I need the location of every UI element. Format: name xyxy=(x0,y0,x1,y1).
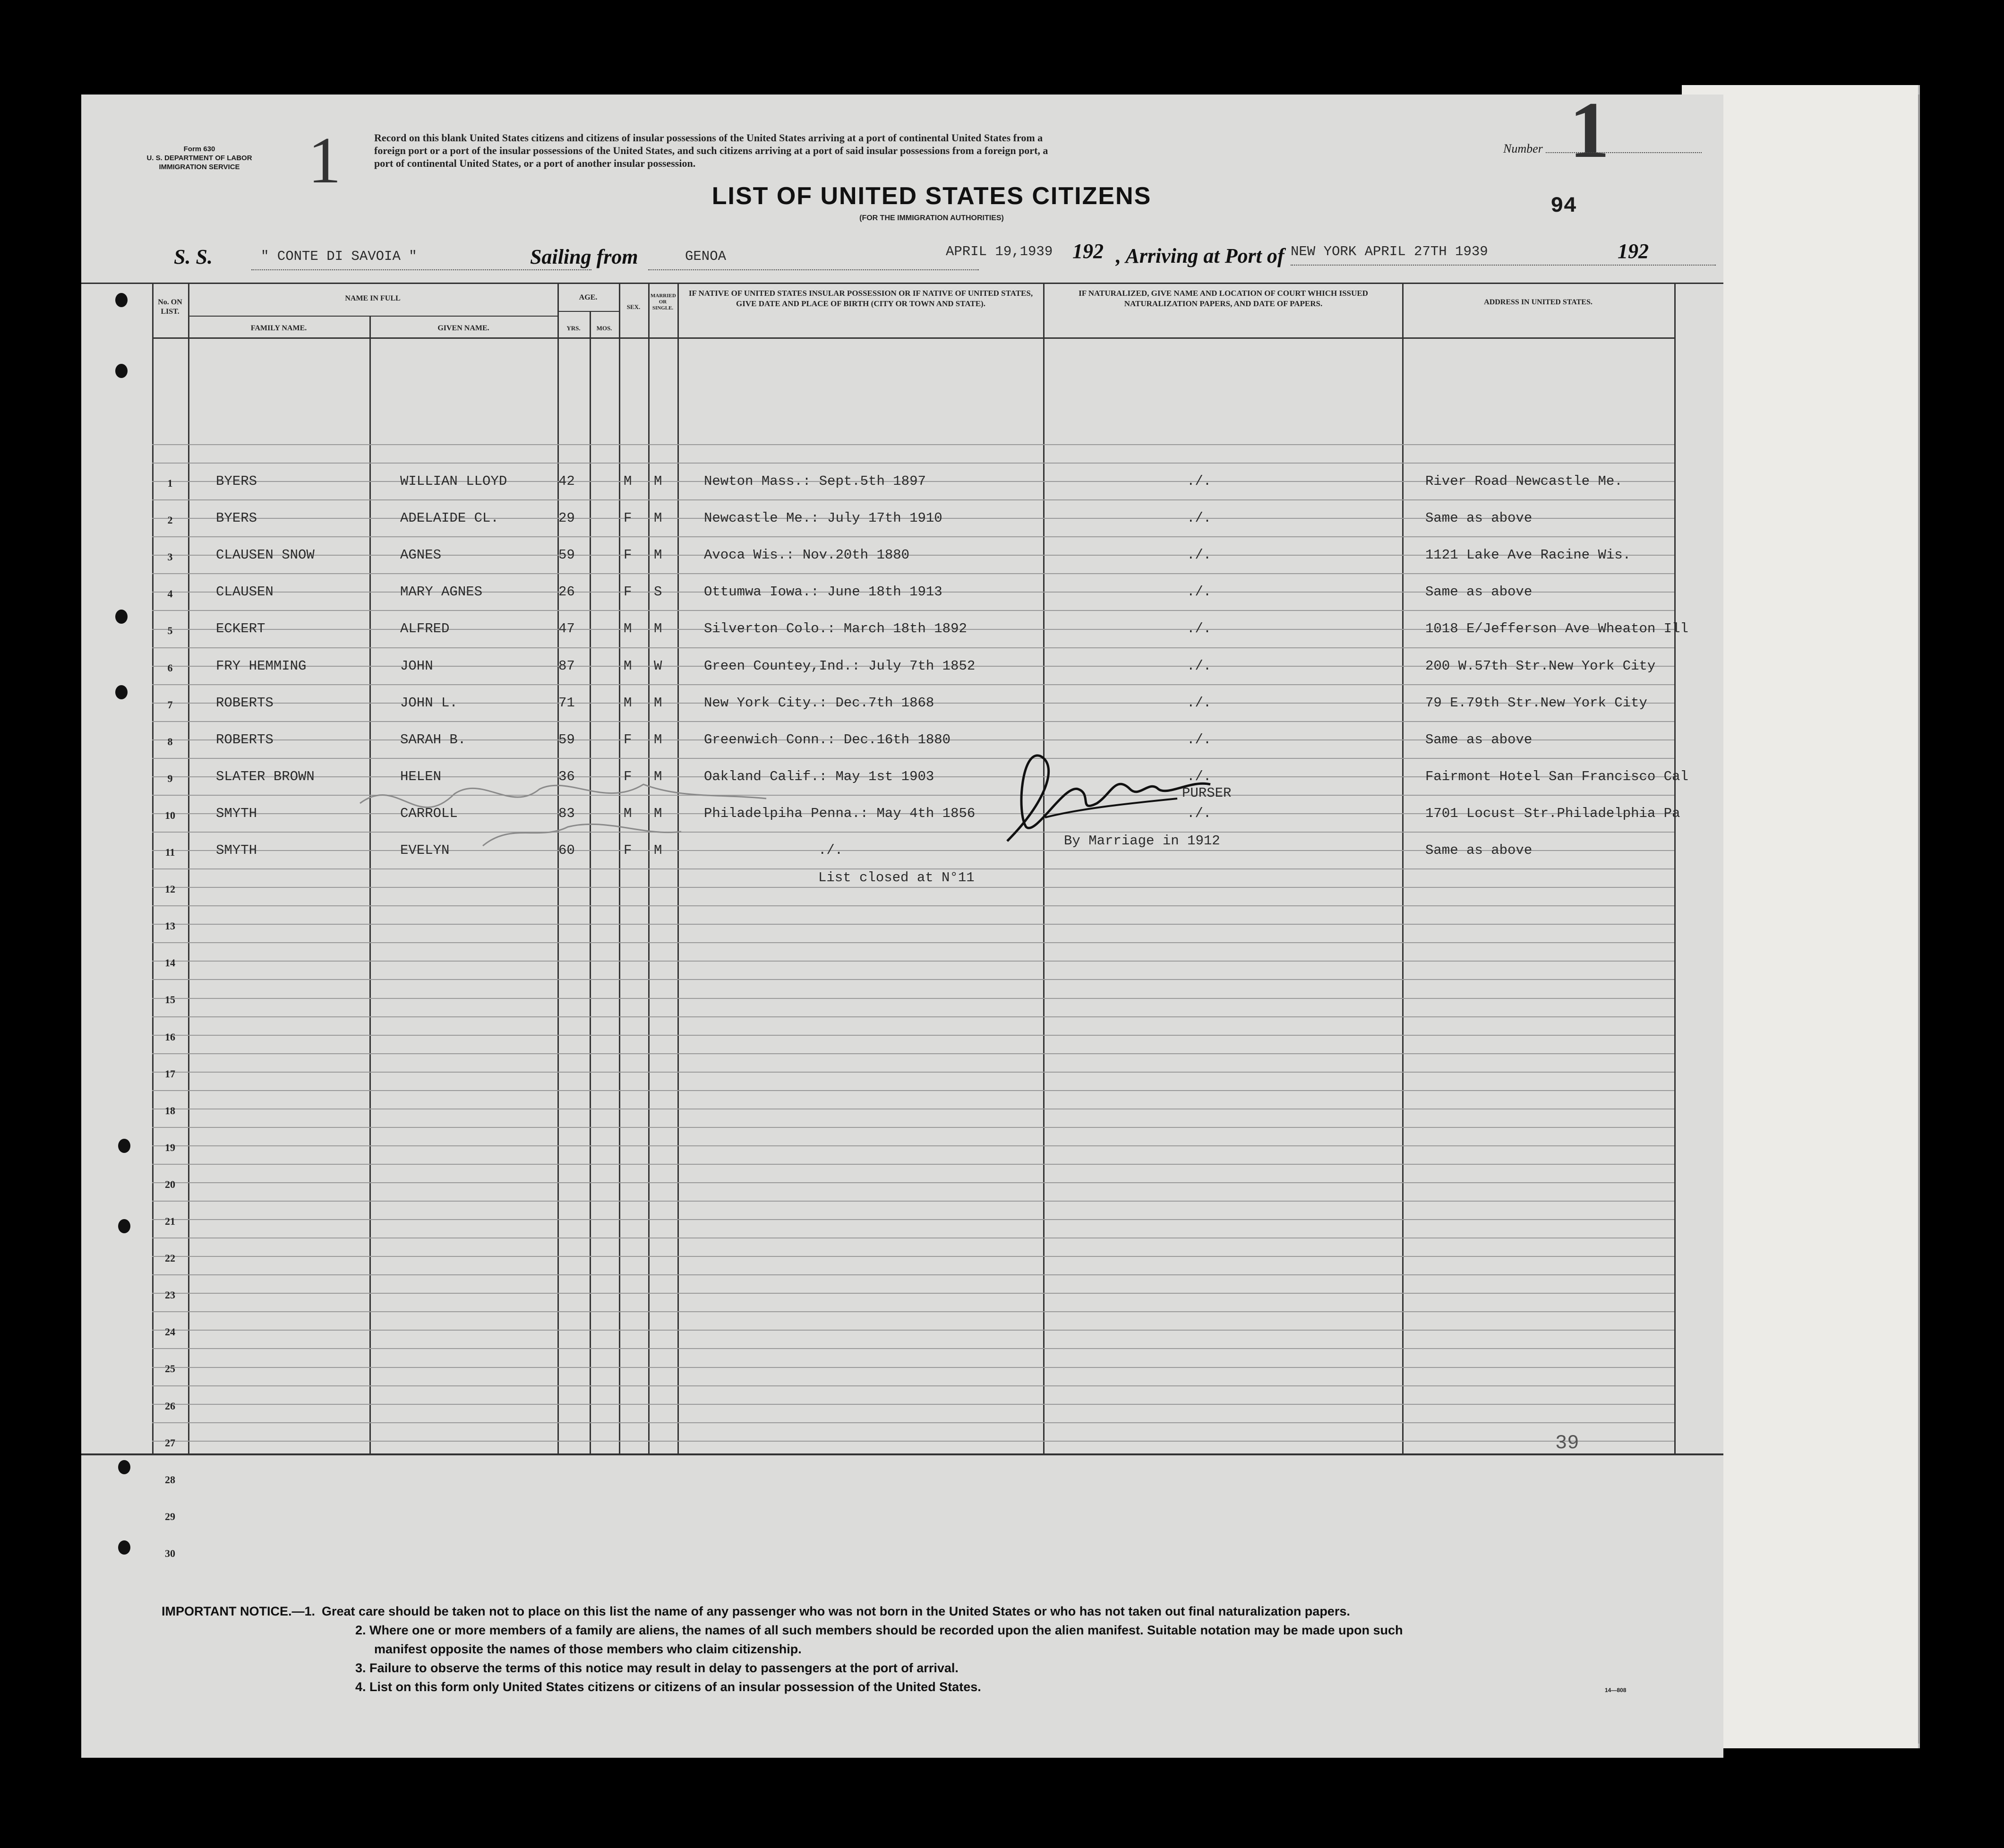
ss-label: S. S. xyxy=(174,245,213,268)
sex-cell: M xyxy=(624,805,632,821)
header-rule xyxy=(188,316,557,317)
row-number: 9 xyxy=(167,772,173,784)
birth-cell: Greenwich Conn.: Dec.16th 1880 xyxy=(704,731,951,748)
ruled-line xyxy=(152,463,1674,464)
punch-hole xyxy=(115,610,128,624)
col-rule xyxy=(369,317,371,1454)
family-name-cell: ROBERTS xyxy=(216,731,274,748)
birth-cell: Ottumwa Iowa.: June 18th 1913 xyxy=(704,584,942,600)
row-number: 10 xyxy=(165,809,175,821)
row-number: 21 xyxy=(165,1215,175,1227)
age-cell: 29 xyxy=(558,510,575,526)
naturalization-cell: ./. xyxy=(1187,621,1212,637)
ruled-line xyxy=(152,1182,1674,1183)
sex-cell: M xyxy=(624,621,632,637)
row-number: 25 xyxy=(165,1363,175,1375)
marital-status-cell: M xyxy=(654,510,662,526)
punch-hole xyxy=(115,364,128,378)
big-number-left: 1 xyxy=(308,124,341,197)
marital-status-cell: M xyxy=(654,473,662,489)
age-cell: 26 xyxy=(558,584,575,600)
page-stamp: 94 xyxy=(1550,194,1577,218)
age-cell: 36 xyxy=(558,768,575,784)
col-no-on-list: No. ON LIST. xyxy=(158,298,182,316)
ruled-line xyxy=(152,868,1674,869)
table-bottom-rule xyxy=(81,1453,1723,1455)
given-name-cell: JOHN L. xyxy=(400,695,458,711)
ruled-line xyxy=(152,444,1674,445)
row-number: 17 xyxy=(165,1067,175,1080)
ruled-line xyxy=(152,979,1674,980)
ruled-line xyxy=(152,1293,1674,1294)
family-name-cell: FRY HEMMING xyxy=(216,658,307,674)
given-name-cell: HELEN xyxy=(400,768,442,784)
col-yrs: YRS. xyxy=(566,325,581,332)
ruled-line xyxy=(152,1164,1674,1165)
row-number: 11 xyxy=(165,846,175,858)
marital-status-cell: W xyxy=(654,658,662,674)
naturalization-cell: ./. xyxy=(1187,805,1212,821)
row-number: 19 xyxy=(165,1141,175,1153)
family-name-cell: SMYTH xyxy=(216,842,257,858)
ruled-line xyxy=(152,942,1674,943)
row-number: 2 xyxy=(167,514,173,526)
ruled-line xyxy=(152,1441,1674,1442)
address-cell: 1121 Lake Ave Racine Wis. xyxy=(1425,547,1631,563)
record-line-1: Record on this blank United States citizens and citizens of insular possessions of the United States arriving at a port of continental United States from a xyxy=(374,132,1043,144)
marital-status-cell: M xyxy=(654,547,662,563)
given-name-cell: AGNES xyxy=(400,547,442,563)
ruled-line xyxy=(152,610,1674,611)
naturalization-cell: List closed at N°11 xyxy=(818,870,975,886)
given-name-cell: CARROLL xyxy=(400,805,458,821)
age-cell: 87 xyxy=(558,658,575,674)
row-number: 7 xyxy=(167,698,173,711)
ruled-line xyxy=(152,1256,1674,1257)
ruled-line xyxy=(152,1127,1674,1128)
important-notice xyxy=(162,1602,1711,1696)
col-rule xyxy=(1674,283,1676,1454)
birth-cell: Newcastle Me.: July 17th 1910 xyxy=(704,510,942,526)
ruled-line xyxy=(152,1311,1674,1312)
ruled-line xyxy=(152,499,1674,500)
ruled-line xyxy=(152,905,1674,906)
given-name-cell: ADELAIDE CL. xyxy=(400,510,499,526)
notice-item-2a: 2. Where one or more members of a family are aliens, the names of all such members should be recorded upon the alien manifest. Suitable notation may be made upon such xyxy=(355,1623,1403,1637)
page-number: 39 xyxy=(1555,1432,1579,1454)
marital-status-cell: M xyxy=(654,621,662,637)
sailing-underline xyxy=(648,269,979,270)
sex-cell: M xyxy=(624,695,632,711)
ruled-line xyxy=(152,1035,1674,1036)
notice-item-3: 3. Failure to observe the terms of this notice may result in delay to passengers at the port of arrival. xyxy=(355,1661,959,1675)
given-name-cell: JOHN xyxy=(400,658,433,674)
naturalization-cell: ./. xyxy=(1187,658,1212,674)
address-cell: Same as above xyxy=(1425,584,1533,600)
notice-item-1: Great care should be taken not to place on this list the name of any passenger who was not born in the United States or who has not taken out final naturalization papers. xyxy=(322,1604,1350,1618)
col-family-name: FAMILY NAME. xyxy=(250,324,307,332)
family-name-cell: CLAUSEN xyxy=(216,584,274,600)
punch-hole xyxy=(118,1540,130,1555)
ruled-line xyxy=(152,924,1674,925)
naturalization-cell: ./. xyxy=(1187,731,1212,748)
family-name-cell: BYERS xyxy=(216,473,257,489)
col-rule xyxy=(590,311,591,1454)
family-name-cell: BYERS xyxy=(216,510,257,526)
header-bottom-rule xyxy=(152,337,1674,339)
year-printed-2: 192 xyxy=(1618,240,1649,263)
birth-cell: Avoca Wis.: Nov.20th 1880 xyxy=(704,547,910,563)
address-cell: 1018 E/Jefferson Ave Wheaton Ill xyxy=(1425,621,1688,637)
ruled-line xyxy=(152,758,1674,759)
row-number: 26 xyxy=(165,1400,175,1412)
form-info xyxy=(133,145,265,172)
table-top-rule xyxy=(81,283,1723,284)
ruled-line xyxy=(152,1422,1674,1423)
given-name-cell: EVELYN xyxy=(400,842,450,858)
form-code: 14—808 xyxy=(1605,1687,1627,1693)
col-given-name: GIVEN NAME. xyxy=(437,324,489,332)
sailing-date: APRIL 19,1939 xyxy=(946,244,1053,259)
arriving-port: NEW YORK APRIL 27TH 1939 xyxy=(1291,244,1488,259)
naturalization-cell: ./. xyxy=(1187,473,1212,489)
ruled-line xyxy=(152,684,1674,685)
row-number: 13 xyxy=(165,920,175,932)
pencil-annotation xyxy=(341,765,955,860)
record-instructions xyxy=(374,131,1517,170)
naturalization-cell: ./. xyxy=(1187,547,1212,563)
header-rule xyxy=(557,311,619,312)
purser-label: PURSER xyxy=(1182,785,1232,801)
age-cell: 42 xyxy=(558,473,575,489)
arriving-label: , Arriving at Port of xyxy=(1116,244,1285,267)
age-cell: 47 xyxy=(558,621,575,637)
number-underline xyxy=(1546,152,1702,154)
given-name-cell: WILLIAN LLOYD xyxy=(400,473,507,489)
col-naturalized: IF NATURALIZED, GIVE NAME AND LOCATION OF COURT WHICH ISSUED NATURALIZATION PAPERS, AND DATE OF PAPERS. xyxy=(1079,289,1368,308)
birth-cell: Silverton Colo.: March 18th 1892 xyxy=(704,621,967,637)
row-number: 20 xyxy=(165,1178,175,1190)
naturalization-cell: ./. xyxy=(1187,768,1212,784)
address-cell: Fairmont Hotel San Francisco Cal xyxy=(1425,768,1688,784)
ruled-line xyxy=(152,647,1674,648)
row-number: 28 xyxy=(165,1473,175,1486)
manifest-sheet xyxy=(81,86,1723,1758)
notice-heading: IMPORTANT NOTICE.—1. xyxy=(162,1604,316,1618)
number-value: 1 xyxy=(1569,86,1610,174)
purser-signature xyxy=(988,747,1272,855)
row-number: 4 xyxy=(167,588,173,600)
service: IMMIGRATION SERVICE xyxy=(159,163,240,171)
record-line-3: port of continental United States, or a port of another insular possession. xyxy=(374,157,696,169)
family-name-cell: ROBERTS xyxy=(216,695,274,711)
age-cell: 59 xyxy=(558,731,575,748)
ruled-line xyxy=(152,1201,1674,1202)
col-married: MARRIED OR SINGLE. xyxy=(651,293,676,311)
ruled-line xyxy=(152,1385,1674,1386)
marital-status-cell: M xyxy=(654,768,662,784)
ruled-line xyxy=(152,1016,1674,1017)
birth-cell: Newton Mass.: Sept.5th 1897 xyxy=(704,473,926,489)
birth-cell: Oakland Calif.: May 1st 1903 xyxy=(704,768,934,784)
ruled-line xyxy=(152,1053,1674,1054)
address-cell: 200 W.57th Str.New York City xyxy=(1425,658,1656,674)
row-number: 22 xyxy=(165,1252,175,1264)
marital-status-cell: M xyxy=(654,805,662,821)
ruled-line xyxy=(152,1274,1674,1275)
department: U. S. DEPARTMENT OF LABOR xyxy=(146,154,252,162)
ruled-line xyxy=(152,998,1674,999)
ruled-line xyxy=(152,1367,1674,1368)
year-printed-1: 192 xyxy=(1072,240,1104,263)
notice-item-4: 4. List on this form only United States citizens or citizens of an insular possession of the United States. xyxy=(355,1680,981,1694)
sex-cell: F xyxy=(624,584,632,600)
sex-cell: F xyxy=(624,842,632,858)
col-native: IF NATIVE OF UNITED STATES INSULAR POSSESSION OR IF NATIVE OF UNITED STATES, GIVE DATE AND PLACE OF BIRTH (CITY OR TOWN AND STATE). xyxy=(688,289,1033,308)
ruled-line xyxy=(152,1145,1674,1146)
family-name-cell: CLAUSEN SNOW xyxy=(216,547,315,563)
ruled-line xyxy=(152,961,1674,962)
marital-status-cell: M xyxy=(654,695,662,711)
birth-cell: Green Countey,Ind.: July 7th 1852 xyxy=(704,658,976,674)
row-number: 8 xyxy=(167,735,173,748)
ruled-line xyxy=(152,1404,1674,1405)
row-number: 30 xyxy=(165,1547,175,1559)
row-number: 24 xyxy=(165,1326,175,1338)
address-cell: Same as above xyxy=(1425,510,1533,526)
sex-cell: F xyxy=(624,731,632,748)
punch-hole xyxy=(118,1139,130,1153)
arriving-underline xyxy=(1291,265,1716,266)
page-title: LIST OF UNITED STATES CITIZENS xyxy=(711,182,1152,210)
ruled-line xyxy=(152,887,1674,888)
row-number: 23 xyxy=(165,1289,175,1301)
age-cell: 71 xyxy=(558,695,575,711)
address-cell: 79 E.79th Str.New York City xyxy=(1425,695,1647,711)
sex-cell: M xyxy=(624,658,632,674)
number-label: Number xyxy=(1503,142,1543,155)
row-number: 18 xyxy=(165,1104,175,1117)
sex-cell: M xyxy=(624,473,632,489)
birth-cell: New York City.: Dec.7th 1868 xyxy=(704,695,934,711)
ruled-line xyxy=(152,721,1674,722)
family-name-cell: SLATER BROWN xyxy=(216,768,315,784)
row-number: 12 xyxy=(165,883,175,895)
naturalization-cell: By Marriage in 1912 xyxy=(1064,833,1220,849)
address-cell: Same as above xyxy=(1425,731,1533,748)
ruled-line xyxy=(152,1330,1674,1331)
ruled-line xyxy=(152,573,1674,574)
punch-hole xyxy=(118,1460,130,1474)
marital-status-cell: M xyxy=(654,842,662,858)
marital-status-cell: S xyxy=(654,584,662,600)
punch-hole xyxy=(118,1219,130,1233)
age-cell: 83 xyxy=(558,805,575,821)
record-line-2: foreign port or a port of the insular possessions of the United States, and such citizens arriving at a port of said insular possessions from a foreign port, a xyxy=(374,145,1048,156)
col-age: AGE. xyxy=(579,293,598,301)
age-cell: 60 xyxy=(558,842,575,858)
punch-hole xyxy=(115,685,128,699)
row-number: 5 xyxy=(167,625,173,637)
ruled-line xyxy=(152,1348,1674,1349)
sailing-label: Sailing from xyxy=(530,245,638,268)
sex-cell: F xyxy=(624,510,632,526)
row-number: 1 xyxy=(167,477,173,489)
birth-cell: Philadelpiha Penna.: May 4th 1856 xyxy=(704,805,976,821)
back-page-edge xyxy=(1710,95,1919,1744)
naturalization-cell: ./. xyxy=(1187,584,1212,600)
col-sex: SEX. xyxy=(626,303,641,310)
ruled-line xyxy=(152,1090,1674,1091)
ruled-line xyxy=(152,1219,1674,1220)
age-cell: 59 xyxy=(558,547,575,563)
given-name-cell: ALFRED xyxy=(400,621,450,637)
given-name-cell: SARAH B. xyxy=(400,731,466,748)
row-number: 16 xyxy=(165,1031,175,1043)
form-number: Form 630 xyxy=(183,145,215,153)
col-name-in-full: NAME IN FULL xyxy=(345,294,401,302)
given-name-cell: MARY AGNES xyxy=(400,584,483,600)
punch-hole xyxy=(115,293,128,307)
ruled-line xyxy=(152,1072,1674,1073)
address-cell: 1701 Locust Str.Philadelphia Pa xyxy=(1425,805,1680,821)
row-number: 15 xyxy=(165,994,175,1006)
address-cell: River Road Newcastle Me. xyxy=(1425,473,1623,489)
ship-underline xyxy=(251,269,591,270)
family-name-cell: SMYTH xyxy=(216,805,257,821)
naturalization-cell: ./. xyxy=(1187,695,1212,711)
sex-cell: F xyxy=(624,547,632,563)
family-name-cell: ECKERT xyxy=(216,621,265,637)
sex-cell: F xyxy=(624,768,632,784)
page-subtitle: (FOR THE IMMIGRATION AUTHORITIES) xyxy=(859,214,1004,222)
sailing-port: GENOA xyxy=(685,249,727,264)
naturalization-cell: ./. xyxy=(1187,510,1212,526)
ship-name: " CONTE DI SAVOIA " xyxy=(261,249,417,264)
notice-item-2b: manifest opposite the names of those members who claim citizenship. xyxy=(374,1642,802,1656)
birth-cell: ./. xyxy=(818,842,843,858)
row-number: 14 xyxy=(165,957,175,969)
row-number: 3 xyxy=(167,551,173,563)
ruled-line xyxy=(152,536,1674,537)
row-number: 27 xyxy=(165,1436,175,1449)
row-number: 6 xyxy=(167,662,173,674)
col-address: ADDRESS IN UNITED STATES. xyxy=(1484,298,1593,306)
address-cell: Same as above xyxy=(1425,842,1533,858)
row-number: 29 xyxy=(165,1510,175,1522)
marital-status-cell: M xyxy=(654,731,662,748)
col-mos: MOS. xyxy=(596,325,612,332)
